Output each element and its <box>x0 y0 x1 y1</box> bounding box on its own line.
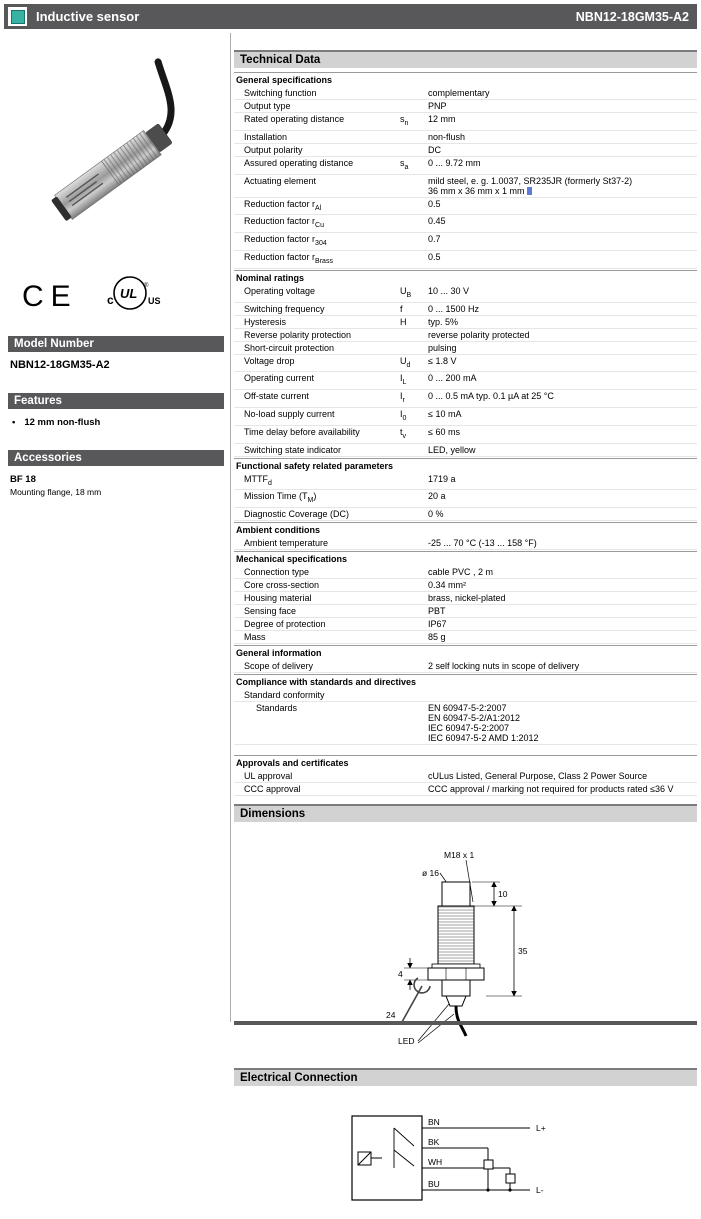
spec-symbol: $U_d$ <box>400 355 411 369</box>
spec-row <box>234 605 697 618</box>
spec-row <box>234 592 697 605</box>
dimension-drawing-area <box>234 830 697 1068</box>
spec-value: -25 ... 70 °C (-13 ... 158 °F) <box>428 538 537 549</box>
annotation-marker <box>527 187 532 195</box>
spec-row <box>234 215 697 233</box>
spec-row <box>234 770 697 783</box>
spec-row <box>234 408 697 426</box>
spec-section-header: Ambient conditions <box>234 522 697 537</box>
wiring-diagram <box>338 1102 588 1214</box>
spec-label: Rated operating distance <box>244 114 345 124</box>
spec-symbol <box>400 618 428 630</box>
spec-symbol: f <box>400 303 403 314</box>
spec-section-header: Approvals and certificates <box>234 755 697 770</box>
wrench-icon <box>402 986 422 1022</box>
spec-value: cULus Listed, General Purpose, Class 2 Power Source <box>428 771 648 782</box>
spec-row <box>234 233 697 251</box>
spec-label: No-load supply current <box>244 408 335 419</box>
ul-label: UL <box>119 286 138 301</box>
spec-symbol <box>400 702 428 744</box>
spec-label: Switching function <box>244 88 317 98</box>
features-header: Features <box>8 393 224 409</box>
spec-label: Short-circuit protection <box>244 342 335 353</box>
spec-label: Actuating element <box>244 175 317 186</box>
page-header-bar <box>4 4 697 29</box>
spec-label: Sensing face <box>244 606 297 617</box>
spec-value: ≤ 10 mA <box>428 408 462 419</box>
spec-label: Ambient temperature <box>244 538 329 549</box>
spec-label: Housing material <box>244 593 312 604</box>
spec-label: Hysteresis <box>244 316 287 327</box>
spec-row <box>234 131 697 144</box>
main-content <box>234 50 697 1219</box>
spec-label: Off-state current <box>244 391 309 402</box>
spec-symbol <box>400 215 428 232</box>
spec-row <box>234 444 697 457</box>
spec-value: 0 ... 1500 Hz <box>428 303 480 314</box>
spec-value: non-flush <box>428 131 466 142</box>
spec-section-header: Nominal ratings <box>234 270 697 285</box>
spec-value: brass, nickel-plated <box>428 593 506 604</box>
spec-label: Reduction factor $r_{Cu}$ <box>244 216 324 230</box>
spec-label: Reverse polarity protection <box>244 329 352 340</box>
spec-label: Mass <box>244 632 266 643</box>
spec-label: Reduction factor $r_{304}$ <box>244 234 327 247</box>
spec-value: 0.5 <box>428 198 441 209</box>
spec-section-header: General information <box>234 645 697 660</box>
ul-c-label: c <box>106 293 114 307</box>
spec-symbol: $I_L$ <box>400 373 407 387</box>
spec-symbol <box>400 490 428 507</box>
spec-value: 1719 a <box>428 473 456 484</box>
spec-label: Output type <box>244 101 291 111</box>
spec-value: pulsing <box>428 342 457 353</box>
spec-symbol <box>400 592 428 604</box>
spec-value: IP67 <box>428 619 447 630</box>
spec-symbol <box>400 660 428 672</box>
spec-label: Switching state indicator <box>244 444 342 455</box>
sensor-head-outline <box>442 882 470 906</box>
spec-symbol <box>400 100 428 112</box>
spec-symbol <box>400 233 428 250</box>
model-number-value: NBN12-18GM35-A2 <box>10 359 110 371</box>
spec-row <box>234 100 697 113</box>
spec-label: Voltage drop <box>244 355 295 366</box>
spec-section-header: Compliance with standards and directives <box>234 674 697 689</box>
spec-value: complementary <box>428 88 490 98</box>
page-footer-bar <box>234 1021 697 1025</box>
load-symbol <box>506 1174 515 1183</box>
spec-row <box>234 303 697 316</box>
spec-symbol <box>400 566 428 578</box>
spec-symbol <box>400 770 428 782</box>
spec-section-header: Functional safety related parameters <box>234 458 697 473</box>
spec-value: 12 mm <box>428 114 456 124</box>
spec-symbol: $s_n$ <box>400 114 409 127</box>
spec-row <box>234 537 697 550</box>
spec-symbol <box>400 131 428 143</box>
spec-label: UL approval <box>244 771 293 782</box>
spec-value <box>428 689 697 701</box>
spec-label: Diagnostic Coverage (DC) <box>244 509 350 520</box>
spec-value: 0 % <box>428 509 444 520</box>
spec-value: 0.45 <box>428 216 446 227</box>
spec-row <box>234 579 697 592</box>
spec-value: PBT <box>428 606 446 617</box>
spec-value: DC <box>428 144 441 155</box>
spec-symbol <box>400 579 428 591</box>
spec-symbol <box>400 508 428 520</box>
spec-row <box>234 251 697 269</box>
certification-logos <box>22 272 224 314</box>
spec-value: 10 ... 30 V <box>428 285 470 296</box>
spec-label: Time delay before availability <box>244 426 360 437</box>
spec-symbol: $s_a$ <box>400 157 409 171</box>
spec-label: Scope of delivery <box>244 661 314 672</box>
accessory-description: Mounting flange, 18 mm <box>10 487 102 497</box>
wiring-diagram-area <box>234 1086 697 1219</box>
spec-row <box>234 783 697 796</box>
spec-value: mild steel, e. g. 1.0037, SR235JR (formerly St37-2) 36 mm x 36 mm x 1 mm <box>428 175 633 196</box>
spec-label: Standard conformity <box>244 690 325 701</box>
spec-value: PNP <box>428 101 447 111</box>
brand-logo-icon <box>8 7 27 26</box>
spec-symbol <box>400 631 428 643</box>
spec-symbol: H <box>400 316 407 327</box>
rear-housing-outline <box>442 980 470 996</box>
ce-mark: CE <box>22 280 78 313</box>
washer-outline <box>432 964 480 968</box>
spec-value: 0.34 mm² <box>428 580 467 591</box>
spec-row <box>234 702 697 745</box>
spec-symbol <box>400 329 428 341</box>
spec-symbol: $U_B$ <box>400 285 412 299</box>
spec-label: Standards <box>256 703 298 714</box>
spec-label: $MTTF_d$ <box>244 473 272 487</box>
accessories-header: Accessories <box>8 450 224 466</box>
spec-row <box>234 157 697 175</box>
spec-symbol <box>400 144 428 156</box>
led-label: LED <box>397 1036 415 1047</box>
spec-value: 0 ... 200 mA <box>428 373 477 384</box>
spec-row <box>234 342 697 355</box>
diameter-label: ø 16 <box>421 868 439 879</box>
technical-table <box>234 72 697 796</box>
ul-reg-label: ® <box>143 283 149 289</box>
dimensions-header: Dimensions <box>234 804 697 822</box>
spec-value: LED, yellow <box>428 444 476 455</box>
cULus-mark <box>100 272 162 314</box>
spec-row <box>234 618 697 631</box>
dimension-drawing <box>346 846 586 1058</box>
spec-label: Output polarity <box>244 144 303 155</box>
spec-value: reverse polarity protected <box>428 329 530 340</box>
spec-label: Installation <box>244 131 288 142</box>
spec-row <box>234 473 697 491</box>
spec-section-header: Mechanical specifications <box>234 551 697 566</box>
spec-symbol: $I_0$ <box>400 408 407 422</box>
supply-plus-label: L+ <box>536 1123 546 1134</box>
wire-label-bu: BU <box>428 1179 440 1190</box>
spec-row <box>234 144 697 157</box>
ul-us-label: US <box>147 296 161 306</box>
spec-label: Degree of protection <box>244 619 326 630</box>
technical-data-header: Technical Data <box>234 50 697 68</box>
spec-symbol <box>400 537 428 549</box>
spec-row <box>234 329 697 342</box>
accessory-name: BF 18 <box>10 474 36 485</box>
spec-value: ≤ 1.8 V <box>428 355 457 366</box>
spec-label: Reduction factor $r_{Brass}$ <box>244 251 333 265</box>
spec-symbol <box>400 783 428 795</box>
supply-minus-label: L- <box>536 1185 544 1196</box>
wire-label-bk: BK <box>428 1137 440 1148</box>
spec-row <box>234 566 697 579</box>
spec-label: CCC approval <box>244 784 301 795</box>
sidebar <box>8 44 224 497</box>
spec-symbol <box>400 251 428 268</box>
spec-symbol <box>400 87 428 99</box>
nut-height-label: 4 <box>397 969 403 980</box>
spec-value: CCC approval / marking not required for products rated ≤36 V <box>428 784 674 795</box>
nut-outline <box>428 968 484 980</box>
spec-symbol <box>400 444 428 456</box>
spec-row <box>234 175 697 198</box>
spec-row <box>234 372 697 390</box>
housing-length-label: 35 <box>517 946 527 957</box>
spec-symbol <box>400 198 428 215</box>
spec-symbol <box>400 473 428 490</box>
spec-symbol: $I_r$ <box>400 391 405 404</box>
wire-label-wh: WH <box>428 1157 443 1168</box>
feature-item: • 12 mm non-flush <box>8 409 224 428</box>
spec-value: EN 60947-5-2:2007 EN 60947-5-2/A1:2012 IEC 60947-5-2:2007 IEC 60947-5-2 AMD 1:2012 <box>428 703 539 744</box>
part-number: NBN12-18GM35-A2 <box>575 9 689 24</box>
spec-label: Assured operating distance <box>244 157 354 168</box>
spec-row <box>234 426 697 444</box>
spec-row <box>234 490 697 508</box>
spec-symbol <box>400 175 428 197</box>
spec-value: 20 a <box>428 491 446 502</box>
spec-value: 2 self locking nuts in scope of delivery <box>428 661 580 672</box>
wire-label-bn: BN <box>428 1117 440 1128</box>
brand-logo-square <box>11 10 25 24</box>
spec-row <box>234 508 697 521</box>
spec-symbol: $t_v$ <box>400 426 407 440</box>
spec-value: typ. 5% <box>428 316 459 327</box>
spec-label: Connection type <box>244 567 310 578</box>
spec-row <box>234 689 697 702</box>
spec-row <box>234 390 697 408</box>
spec-value: ≤ 60 ms <box>428 426 460 437</box>
thread-label: M18 x 1 <box>443 850 474 861</box>
spec-row <box>234 87 697 100</box>
model-number-header: Model Number <box>8 336 224 352</box>
spec-row <box>234 113 697 131</box>
spec-row <box>234 355 697 373</box>
spec-section-header: General specifications <box>234 72 697 87</box>
sensor-image <box>8 44 224 266</box>
spec-row <box>234 198 697 216</box>
spec-label: Switching frequency <box>244 303 325 314</box>
spec-row <box>234 316 697 329</box>
spec-label: Reduction factor $r_{Al}$ <box>244 198 322 212</box>
spec-label: Core cross-section <box>244 580 320 591</box>
spec-row <box>234 285 697 303</box>
product-type-title: Inductive sensor <box>36 9 140 24</box>
spec-label: Mission Time $(T_M)$ <box>244 491 317 505</box>
spec-value: 0 ... 0.5 mA typ. 0.1 µA at 25 °C <box>428 391 554 402</box>
spec-symbol <box>400 689 428 701</box>
wrench-size-label: 24 <box>385 1010 395 1021</box>
spec-symbol <box>400 342 428 354</box>
column-divider <box>230 33 231 1022</box>
spec-label: Operating current <box>244 373 315 384</box>
spec-value: 0.5 <box>428 251 441 262</box>
spec-value: cable PVC , 2 m <box>428 567 494 578</box>
spec-label: Operating voltage <box>244 285 316 296</box>
spec-row <box>234 631 697 644</box>
spec-value: 0 ... 9.72 mm <box>428 157 481 168</box>
product-photo <box>8 44 224 266</box>
sensor-thread-outline <box>438 906 474 964</box>
spec-value: 85 g <box>428 632 446 643</box>
electrical-connection-header: Electrical Connection <box>234 1068 697 1086</box>
load-symbol <box>484 1160 493 1169</box>
spec-row <box>234 660 697 673</box>
front-length-label: 10 <box>497 889 507 900</box>
spec-symbol <box>400 605 428 617</box>
spec-value: 0.7 <box>428 234 441 245</box>
